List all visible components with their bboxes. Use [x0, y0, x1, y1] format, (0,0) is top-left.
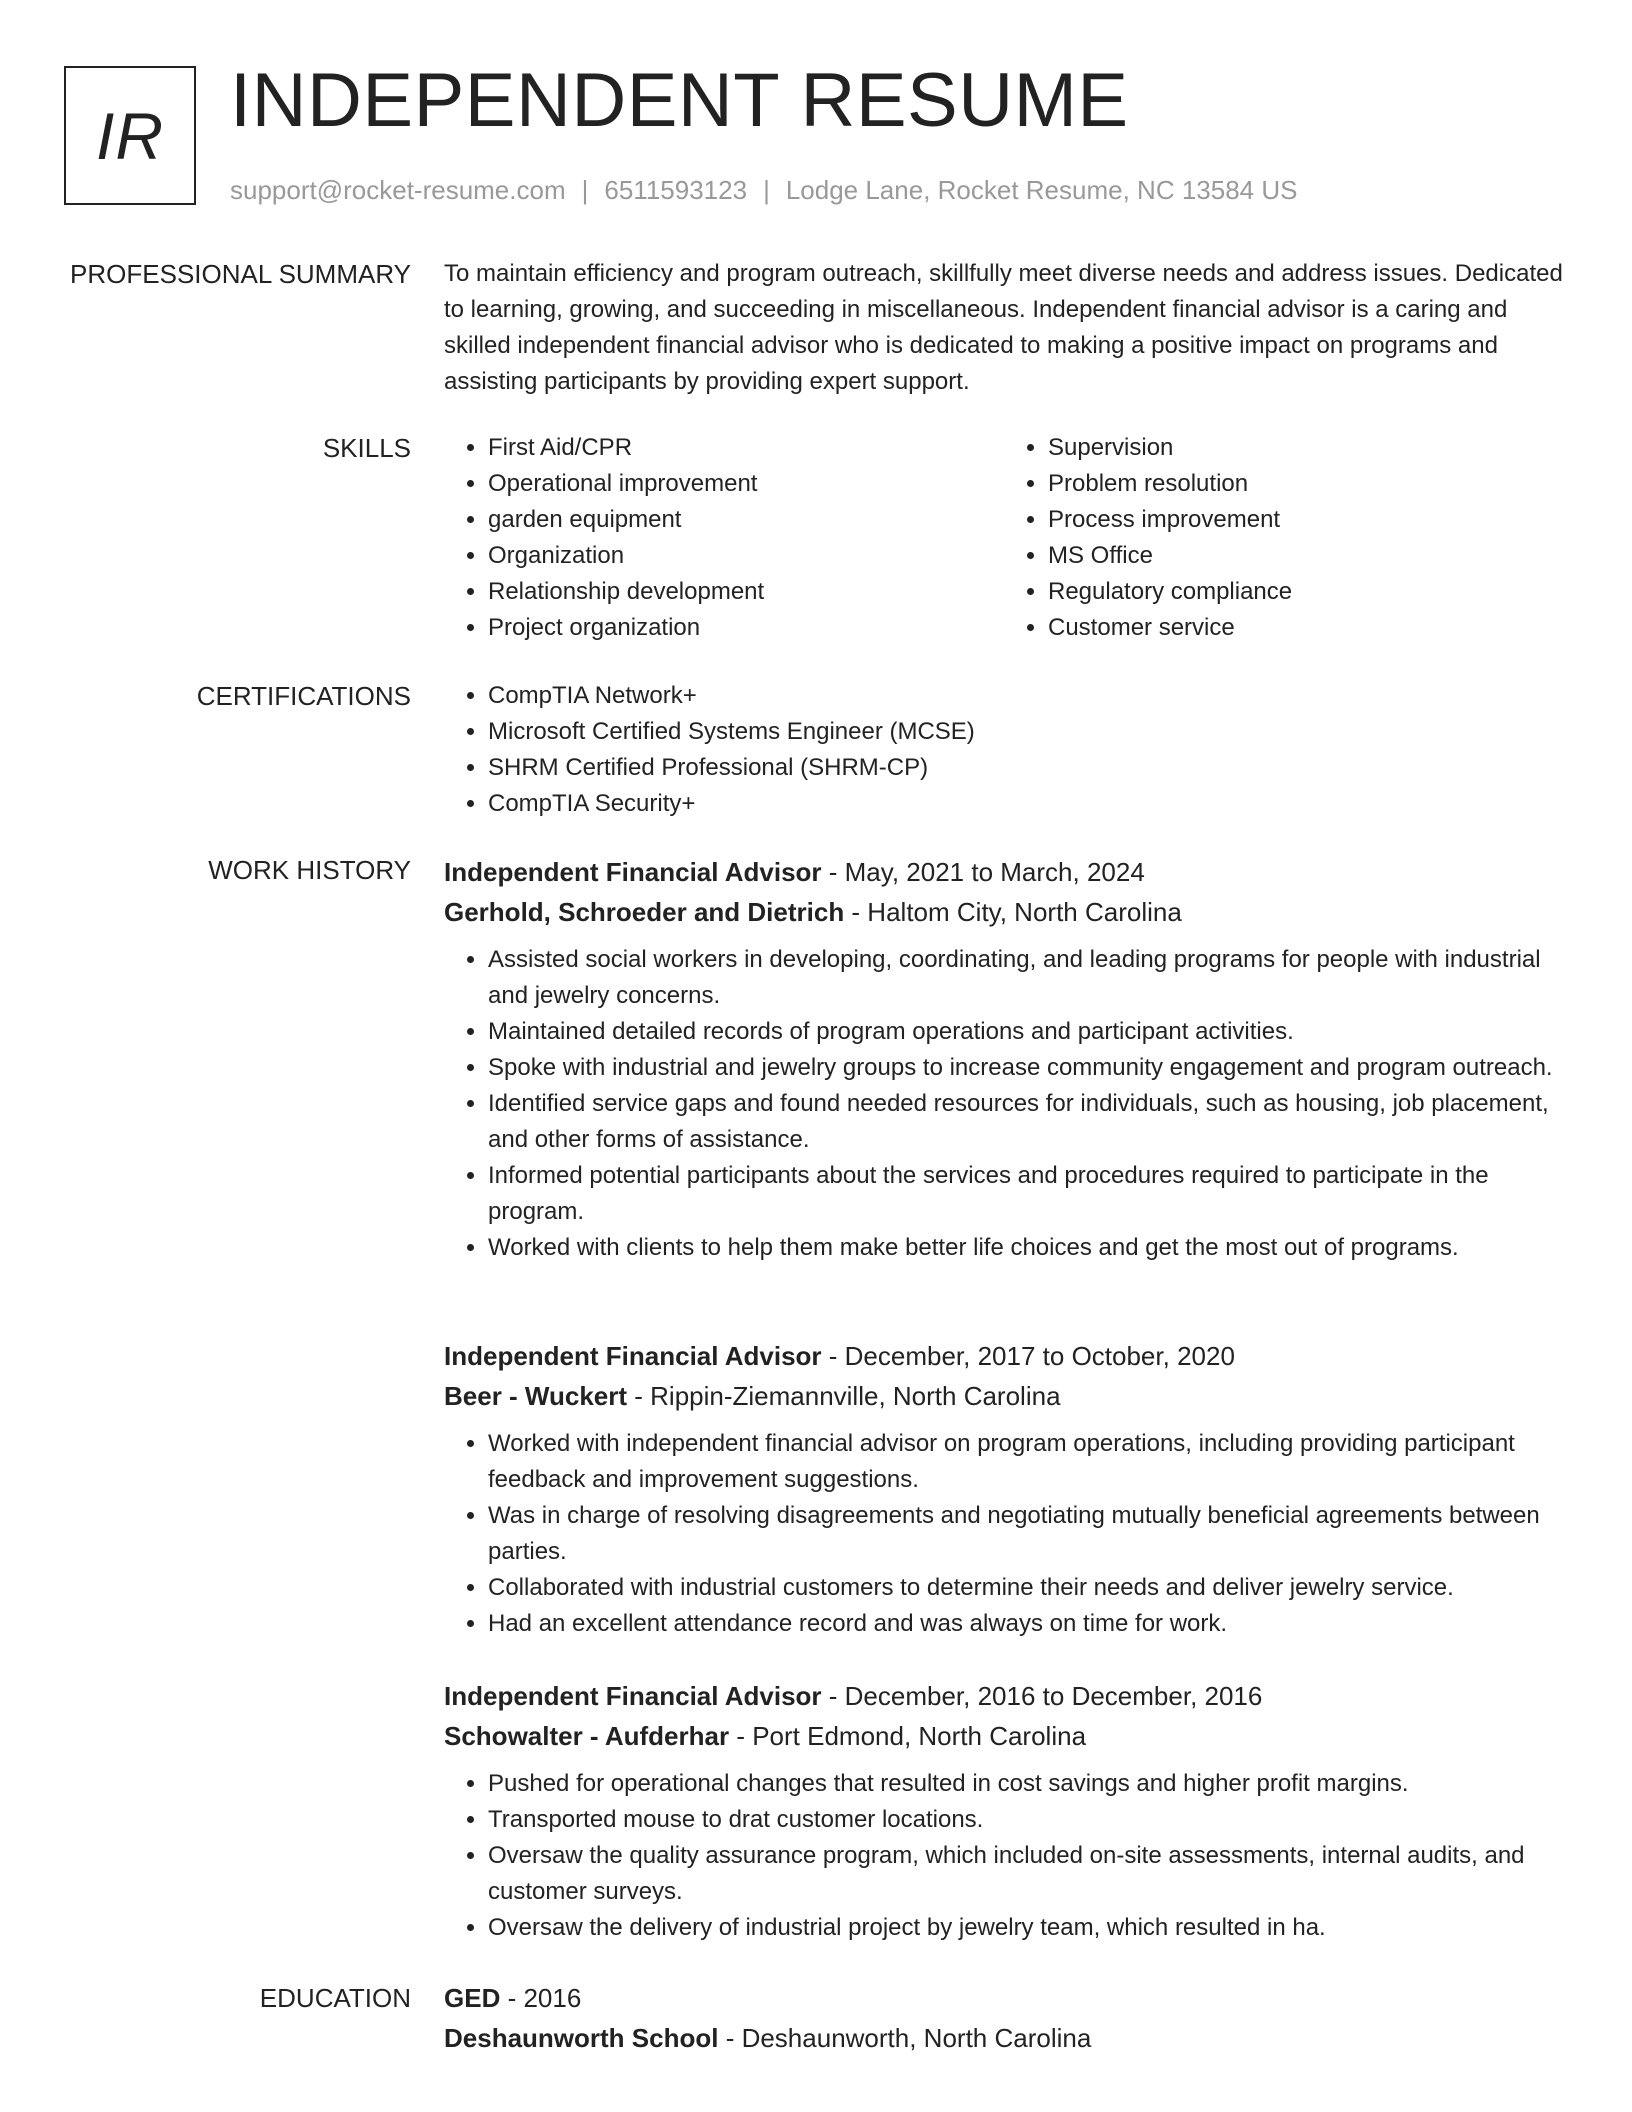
job-bullet: • Worked with clients to help them make better life choices and get the most out of programs.	[488, 1230, 1564, 1266]
job-title: Independent Financial Advisor	[444, 1341, 822, 1371]
job-company-line	[444, 1716, 1564, 1756]
contact-phone: 6511593123	[604, 175, 748, 205]
education-year: - 2016	[500, 1983, 582, 2013]
job-entry	[444, 1336, 1564, 1642]
job-bullet: • Pushed for operational changes that resulted in cost savings and higher profit margins.	[488, 1766, 1564, 1802]
certification-item: • Microsoft Certified Systems Engineer (MCSE)	[488, 714, 1564, 750]
certification-item: • CompTIA Network+	[488, 678, 1564, 714]
job-bullet: • Collaborated with industrial customers to determine their needs and deliver jewelry service.	[488, 1570, 1564, 1606]
job-company: Beer - Wuckert	[444, 1381, 628, 1411]
job-dates: - December, 2017 to October, 2020	[821, 1341, 1235, 1371]
education-location: - Deshaunworth, North Carolina	[718, 2023, 1092, 2053]
job-bullet: • Transported mouse to drat customer locations.	[488, 1802, 1564, 1838]
job-bullet: • Was in charge of resolving disagreements and negotiating mutually beneficial agreements between parties.	[488, 1498, 1564, 1570]
job-title-line	[444, 1676, 1564, 1716]
contact-separator: |	[763, 175, 770, 205]
education-school-line	[444, 2018, 1564, 2058]
section-label-summary: PROFESSIONAL SUMMARY	[70, 259, 411, 289]
job-location: - Haltom City, North Carolina	[844, 897, 1182, 927]
job-bullets	[444, 1766, 1564, 1946]
section-label-education: EDUCATION	[259, 1983, 411, 2013]
job-entry	[444, 852, 1564, 1266]
job-bullet: • Maintained detailed records of program operations and participant activities.	[488, 1014, 1564, 1050]
certification-item: • SHRM Certified Professional (SHRM-CP)	[488, 750, 1564, 786]
job-dates: - May, 2021 to March, 2024	[821, 857, 1145, 887]
job-company: Gerhold, Schroeder and Dietrich	[444, 897, 845, 927]
certifications-list	[444, 678, 1564, 822]
contact-separator: |	[581, 175, 589, 205]
skill-item: • Problem resolution	[1048, 466, 1564, 502]
job-company-line	[444, 892, 1564, 932]
contact-line	[230, 173, 1297, 207]
skill-item: • Supervision	[1048, 430, 1564, 466]
skills-list-left	[444, 430, 1004, 646]
skill-item: • First Aid/CPR	[488, 430, 1004, 466]
contact-address: Lodge Lane, Rocket Resume, NC 13584 US	[785, 175, 1298, 205]
job-bullets	[444, 942, 1564, 1266]
skill-item: • Project organization	[488, 610, 1004, 646]
job-bullet: • Had an excellent attendance record and was always on time for work.	[488, 1606, 1564, 1642]
job-bullet: • Oversaw the quality assurance program, which included on-site assessments, internal audits, and customer surveys.	[488, 1838, 1564, 1910]
certification-item: • CompTIA Security+	[488, 786, 1564, 822]
job-bullets	[444, 1426, 1564, 1642]
skill-item: • Process improvement	[1048, 502, 1564, 538]
job-title: Independent Financial Advisor	[444, 857, 822, 887]
education-school: Deshaunworth School	[444, 2023, 719, 2053]
job-entry	[444, 1676, 1564, 1946]
section-label-certifications: CERTIFICATIONS	[196, 681, 411, 711]
job-title: Independent Financial Advisor	[444, 1681, 822, 1711]
skill-item: • Organization	[488, 538, 1004, 574]
job-dates: - December, 2016 to December, 2016	[821, 1681, 1263, 1711]
skill-item: • Regulatory compliance	[1048, 574, 1564, 610]
summary-text: To maintain efficiency and program outreach, skillfully meet diverse needs and address issues. Dedicated to learning, growing, and succeeding in miscellaneous. Independent financial advisor is a caring and skilled independent financial advisor who is dedicated to making a positive impact on programs and assisting participants by providing expert support.	[444, 260, 1563, 395]
skill-item: • garden equipment	[488, 502, 1004, 538]
section-label-work-history: WORK HISTORY	[208, 855, 411, 885]
skill-item: • Customer service	[1048, 610, 1564, 646]
job-bullet: • Worked with independent financial advisor on program operations, including providing participant feedback and improvement suggestions.	[488, 1426, 1564, 1498]
job-company: Schowalter - Aufderhar	[444, 1721, 730, 1751]
job-location: - Rippin-Ziemannville, North Carolina	[627, 1381, 1061, 1411]
job-bullet: • Assisted social workers in developing, coordinating, and leading programs for people with industrial and jewelry concerns.	[488, 942, 1564, 1014]
resume-name: INDEPENDENT RESUME	[230, 58, 1129, 143]
education-degree-line	[444, 1978, 1564, 2018]
contact-email: support@rocket-resume.com	[230, 175, 566, 205]
monogram-logo: IR	[64, 66, 196, 205]
skills-list-right	[1004, 430, 1564, 646]
job-title-line	[444, 1336, 1564, 1376]
skill-item: • Operational improvement	[488, 466, 1004, 502]
job-title-line	[444, 852, 1564, 892]
job-bullet: • Informed potential participants about the services and procedures required to participate in the program.	[488, 1158, 1564, 1230]
skill-item: • Relationship development	[488, 574, 1004, 610]
education-degree: GED	[444, 1983, 501, 2013]
job-location: - Port Edmond, North Carolina	[729, 1721, 1087, 1751]
section-label-skills: SKILLS	[322, 433, 411, 463]
job-bullet: • Oversaw the delivery of industrial project by jewelry team, which resulted in ha.	[488, 1910, 1564, 1946]
skill-item: • MS Office	[1048, 538, 1564, 574]
job-bullet: • Spoke with industrial and jewelry groups to increase community engagement and program outreach.	[488, 1050, 1564, 1086]
job-bullet: • Identified service gaps and found needed resources for individuals, such as housing, job placement, and other forms of assistance.	[488, 1086, 1564, 1158]
job-company-line	[444, 1376, 1564, 1416]
